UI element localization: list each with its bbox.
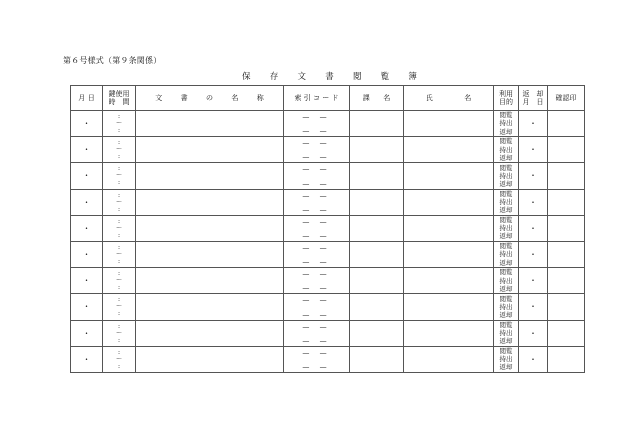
header-purpose <box>494 86 519 111</box>
time-range-mark: 〜 <box>115 329 122 337</box>
purpose-option-return: 返却 <box>499 337 513 346</box>
title-char: 閲 <box>352 72 362 82</box>
purpose-option-return: 返却 <box>499 311 513 319</box>
table-row <box>71 268 585 294</box>
title-char: 覧 <box>380 72 390 82</box>
confirm-seal-cell[interactable] <box>548 320 585 346</box>
header-key-time <box>103 86 136 111</box>
purpose-option-takeout: 持出 <box>499 171 513 180</box>
key-time-cell[interactable] <box>103 268 136 294</box>
person-name-cell[interactable] <box>404 163 494 189</box>
code-bottom-dashes: — — <box>302 310 331 319</box>
purpose-option-return: 返却 <box>499 232 513 241</box>
return-date-cell[interactable] <box>519 137 548 163</box>
time-range-mark: 〜 <box>115 172 122 180</box>
document-name-cell[interactable] <box>136 294 284 320</box>
table-row <box>71 189 585 215</box>
table-row <box>71 163 585 189</box>
code-bottom-dashes: — — <box>302 153 331 162</box>
confirm-seal-cell[interactable] <box>548 294 585 320</box>
header-text: 名 <box>383 94 391 102</box>
date-cell[interactable] <box>71 346 103 372</box>
purpose-cell[interactable] <box>494 320 519 346</box>
header-text: 称 <box>256 94 264 102</box>
person-name-cell[interactable] <box>404 241 494 267</box>
title-char: 文 <box>297 72 306 82</box>
index-code-cell[interactable] <box>284 163 350 189</box>
section-name-cell[interactable] <box>350 294 404 320</box>
code-top-dashes: — — <box>302 348 331 357</box>
purpose-option-view: 閲覧 <box>499 242 513 251</box>
purpose-option-return: 返却 <box>499 363 513 372</box>
document-title <box>242 70 417 82</box>
return-date-separator: ・ <box>529 328 537 338</box>
table-row <box>71 111 585 137</box>
date-separator: ・ <box>82 197 91 207</box>
return-date-separator: ・ <box>529 119 537 129</box>
code-top-dashes: — — <box>302 270 331 279</box>
date-separator: ・ <box>82 223 91 233</box>
time-start-mark: : <box>117 244 121 252</box>
time-range-mark: 〜 <box>115 355 122 363</box>
date-separator: ・ <box>82 119 91 129</box>
date-cell[interactable] <box>71 137 103 163</box>
code-bottom-dashes: — — <box>302 179 331 188</box>
date-cell[interactable] <box>71 268 103 294</box>
time-start-mark: : <box>117 348 121 356</box>
confirm-seal-cell[interactable] <box>548 346 585 372</box>
confirm-seal-cell[interactable] <box>548 241 585 267</box>
header-row <box>71 86 585 111</box>
time-range-mark: 〜 <box>115 277 122 285</box>
index-code-cell[interactable] <box>284 215 350 241</box>
header-text: 文 <box>155 94 163 102</box>
time-end-mark: : <box>117 336 121 344</box>
document-name-cell[interactable] <box>136 241 284 267</box>
key-time-cell[interactable] <box>103 346 136 372</box>
ledger-body <box>71 111 585 373</box>
index-code-cell[interactable] <box>284 241 350 267</box>
header-person-name <box>404 86 494 111</box>
section-name-cell[interactable] <box>350 137 404 163</box>
purpose-cell[interactable] <box>494 268 519 294</box>
header-text: 書 <box>180 94 188 102</box>
key-time-cell[interactable] <box>103 137 136 163</box>
index-code-cell[interactable] <box>284 320 350 346</box>
time-start-mark: : <box>117 191 121 199</box>
date-cell[interactable] <box>71 294 103 320</box>
person-name-cell[interactable] <box>404 189 494 215</box>
return-date-separator: ・ <box>529 302 537 312</box>
purpose-option-takeout: 持出 <box>499 250 513 259</box>
key-time-cell[interactable] <box>103 189 136 215</box>
purpose-option-takeout: 持出 <box>499 119 513 128</box>
purpose-cell[interactable] <box>494 346 519 372</box>
return-date-separator: ・ <box>529 171 537 181</box>
date-separator: ・ <box>82 276 91 286</box>
table-row <box>71 294 585 320</box>
index-code-cell[interactable] <box>284 111 350 137</box>
header-text: 利用 <box>499 90 513 98</box>
section-name-cell[interactable] <box>350 320 404 346</box>
time-start-mark: : <box>117 296 121 304</box>
date-cell[interactable] <box>71 241 103 267</box>
time-end-mark: : <box>117 310 121 318</box>
person-name-cell[interactable] <box>404 320 494 346</box>
time-end-mark: : <box>117 127 121 135</box>
person-name-cell[interactable] <box>404 294 494 320</box>
purpose-option-view: 閲覧 <box>499 268 513 277</box>
time-start-mark: : <box>117 322 121 330</box>
header-section-name <box>350 86 404 111</box>
key-time-cell[interactable] <box>103 163 136 189</box>
date-separator: ・ <box>82 250 91 260</box>
table-row <box>71 215 585 241</box>
purpose-option-return: 返却 <box>499 127 513 136</box>
purpose-option-view: 閲覧 <box>499 320 513 329</box>
time-end-mark: : <box>117 179 121 187</box>
purpose-cell[interactable] <box>494 137 519 163</box>
header-text: 課 <box>362 94 370 102</box>
return-date-cell[interactable] <box>519 215 548 241</box>
form-number-label: 第６号様式（第９条関係） <box>63 56 162 65</box>
table-row <box>71 320 585 346</box>
title-char: 書 <box>325 72 334 82</box>
index-code-cell[interactable] <box>284 346 350 372</box>
return-date-separator: ・ <box>529 276 537 286</box>
header-text: 返 却 <box>522 90 544 98</box>
purpose-cell[interactable] <box>494 215 519 241</box>
purpose-option-takeout: 持出 <box>499 328 513 337</box>
purpose-option-takeout: 持出 <box>499 355 513 364</box>
code-top-dashes: — — <box>302 165 331 174</box>
purpose-cell[interactable] <box>494 189 519 215</box>
purpose-option-view: 閲覧 <box>499 346 513 355</box>
date-separator: ・ <box>82 171 91 181</box>
confirm-seal-cell[interactable] <box>548 215 585 241</box>
index-code-cell[interactable] <box>284 137 350 163</box>
purpose-option-takeout: 持出 <box>499 198 513 207</box>
date-cell[interactable] <box>71 215 103 241</box>
return-date-separator: ・ <box>529 197 537 207</box>
time-end-mark: : <box>117 205 121 213</box>
return-date-cell[interactable] <box>519 346 548 372</box>
header-text: 日 <box>87 94 95 102</box>
header-text: 月 <box>78 94 86 102</box>
section-name-cell[interactable] <box>350 215 404 241</box>
document-name-cell[interactable] <box>136 346 284 372</box>
purpose-option-view: 閲覧 <box>499 137 513 146</box>
time-start-mark: : <box>117 217 121 225</box>
code-top-dashes: — — <box>302 217 331 226</box>
code-bottom-dashes: — — <box>302 362 331 371</box>
inspection-ledger-table <box>70 85 585 373</box>
return-date-separator: ・ <box>529 223 537 233</box>
time-range-mark: 〜 <box>115 303 122 311</box>
person-name-cell[interactable] <box>404 346 494 372</box>
purpose-cell[interactable] <box>494 163 519 189</box>
confirm-seal-cell[interactable] <box>548 111 585 137</box>
purpose-option-return: 返却 <box>499 206 513 215</box>
title-char: 保 <box>242 72 251 82</box>
return-date-separator: ・ <box>529 250 537 260</box>
return-date-cell[interactable] <box>519 268 548 294</box>
section-name-cell[interactable] <box>350 268 404 294</box>
date-separator: ・ <box>82 354 91 364</box>
index-code-cell[interactable] <box>284 268 350 294</box>
key-time-cell[interactable] <box>103 241 136 267</box>
date-cell[interactable] <box>71 111 103 137</box>
code-bottom-dashes: — — <box>302 258 331 267</box>
date-cell[interactable] <box>71 163 103 189</box>
purpose-option-view: 閲覧 <box>499 189 513 198</box>
document-name-cell[interactable] <box>136 137 284 163</box>
header-text: 月 日 <box>522 98 544 106</box>
code-top-dashes: — — <box>302 139 331 148</box>
section-name-cell[interactable] <box>350 189 404 215</box>
purpose-option-return: 返却 <box>499 153 513 162</box>
return-date-cell[interactable] <box>519 241 548 267</box>
purpose-option-takeout: 持出 <box>499 276 513 285</box>
time-range-mark: 〜 <box>115 146 122 154</box>
time-end-mark: : <box>117 284 121 292</box>
purpose-cell[interactable] <box>494 241 519 267</box>
code-bottom-dashes: — — <box>302 205 331 214</box>
header-document-name <box>136 86 284 111</box>
time-end-mark: : <box>117 258 121 266</box>
code-top-dashes: — — <box>302 322 331 331</box>
code-top-dashes: — — <box>302 296 331 305</box>
purpose-cell[interactable] <box>494 111 519 137</box>
date-separator: ・ <box>82 328 91 338</box>
document-name-cell[interactable] <box>136 268 284 294</box>
section-name-cell[interactable] <box>350 346 404 372</box>
document-name-cell[interactable] <box>136 111 284 137</box>
return-date-separator: ・ <box>529 145 537 155</box>
header-text: 目的 <box>499 98 513 106</box>
key-time-cell[interactable] <box>103 215 136 241</box>
person-name-cell[interactable] <box>404 268 494 294</box>
return-date-cell[interactable] <box>519 189 548 215</box>
title-char: 簿 <box>408 72 417 82</box>
purpose-option-takeout: 持出 <box>499 145 513 154</box>
code-top-dashes: — — <box>302 243 331 252</box>
date-separator: ・ <box>82 145 91 155</box>
time-start-mark: : <box>117 165 121 173</box>
purpose-option-takeout: 持出 <box>499 224 513 233</box>
header-text: 名 <box>231 94 239 102</box>
title-char: 存 <box>269 72 279 82</box>
document-name-cell[interactable] <box>136 189 284 215</box>
index-code-cell[interactable] <box>284 294 350 320</box>
header-return-date <box>519 86 548 111</box>
purpose-option-takeout: 持出 <box>499 302 513 311</box>
header-index-code: 索 引 コ ー ド <box>284 86 350 111</box>
time-end-mark: : <box>117 153 121 161</box>
purpose-option-return: 返却 <box>499 284 513 293</box>
time-end-mark: : <box>117 231 121 239</box>
time-range-mark: 〜 <box>115 198 122 206</box>
table-row <box>71 241 585 267</box>
header-text: 時 間 <box>108 98 130 106</box>
code-top-dashes: — — <box>302 113 331 121</box>
time-start-mark: : <box>117 113 121 121</box>
document-name-cell[interactable] <box>136 320 284 346</box>
section-name-cell[interactable] <box>350 163 404 189</box>
header-text: 鍵使用 <box>108 90 130 98</box>
document-name-cell[interactable] <box>136 215 284 241</box>
code-bottom-dashes: — — <box>302 231 331 240</box>
time-start-mark: : <box>117 270 121 278</box>
purpose-cell[interactable] <box>494 294 519 320</box>
header-month-day <box>71 86 103 111</box>
table-row <box>71 137 585 163</box>
code-bottom-dashes: — — <box>302 127 331 136</box>
purpose-option-return: 返却 <box>499 180 513 189</box>
key-time-cell[interactable] <box>103 111 136 137</box>
return-date-cell[interactable] <box>519 163 548 189</box>
section-name-cell[interactable] <box>350 241 404 267</box>
person-name-cell[interactable] <box>404 137 494 163</box>
time-range-mark: 〜 <box>115 224 122 232</box>
confirm-seal-cell[interactable] <box>548 268 585 294</box>
table-row <box>71 346 585 372</box>
date-cell[interactable] <box>71 320 103 346</box>
time-start-mark: : <box>117 139 121 147</box>
section-name-cell[interactable] <box>350 111 404 137</box>
confirm-seal-cell[interactable] <box>548 137 585 163</box>
return-date-cell[interactable] <box>519 294 548 320</box>
confirm-seal-cell[interactable] <box>548 163 585 189</box>
document-name-cell[interactable] <box>136 163 284 189</box>
time-end-mark: : <box>117 362 121 370</box>
code-top-dashes: — — <box>302 191 331 200</box>
code-bottom-dashes: — — <box>302 284 331 293</box>
code-bottom-dashes: — — <box>302 336 331 345</box>
purpose-option-view: 閲覧 <box>499 294 513 303</box>
purpose-option-return: 返却 <box>499 258 513 267</box>
header-text: 氏 <box>425 94 433 102</box>
index-code-cell[interactable] <box>284 189 350 215</box>
header-text: の <box>205 94 213 102</box>
time-range-mark: 〜 <box>115 120 122 128</box>
key-time-cell[interactable] <box>103 320 136 346</box>
header-confirm-seal: 確認印 <box>548 86 585 111</box>
time-range-mark: 〜 <box>115 251 122 259</box>
person-name-cell[interactable] <box>404 111 494 137</box>
date-separator: ・ <box>82 302 91 312</box>
purpose-option-view: 閲覧 <box>499 163 513 172</box>
confirm-seal-cell[interactable] <box>548 189 585 215</box>
date-cell[interactable] <box>71 189 103 215</box>
key-time-cell[interactable] <box>103 294 136 320</box>
return-date-separator: ・ <box>529 354 537 364</box>
purpose-option-view: 閲覧 <box>499 216 513 225</box>
purpose-option-view: 閲覧 <box>499 111 513 120</box>
return-date-cell[interactable] <box>519 111 548 137</box>
return-date-cell[interactable] <box>519 320 548 346</box>
header-text: 名 <box>464 94 472 102</box>
person-name-cell[interactable] <box>404 215 494 241</box>
